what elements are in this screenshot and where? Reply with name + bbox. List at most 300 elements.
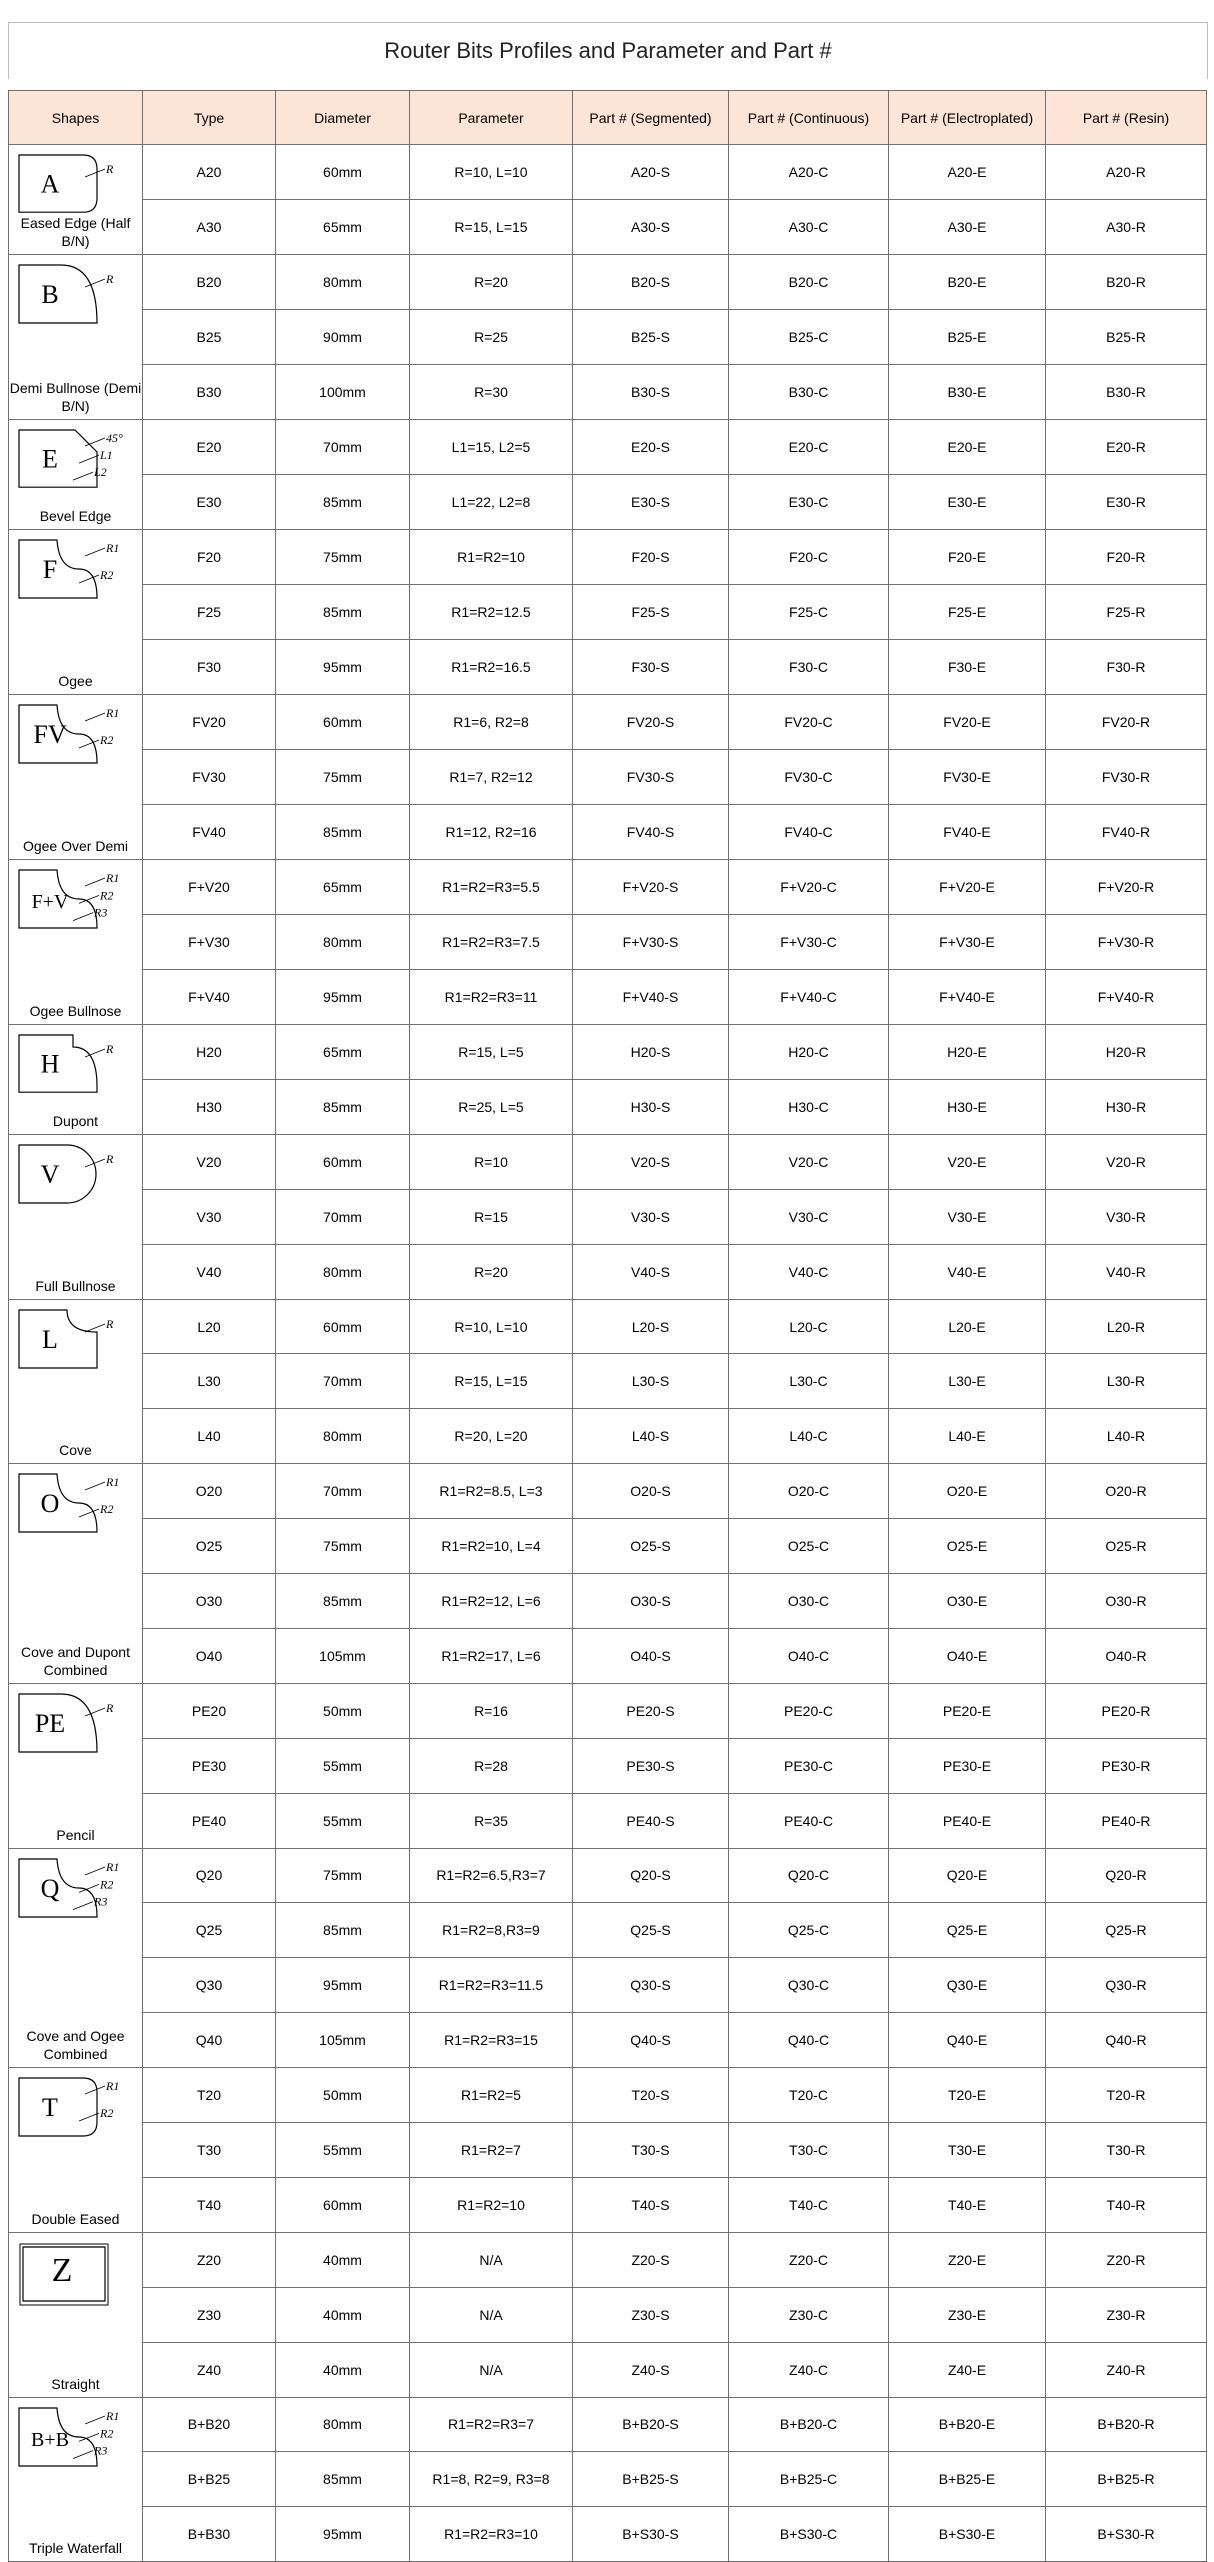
part-electroplated-cell: PE20-E — [889, 1683, 1046, 1738]
parameter-cell: R1=R2=7 — [410, 2122, 573, 2177]
shape-cell — [9, 694, 143, 859]
parameter-cell: R1=R2=R3=11 — [410, 969, 573, 1024]
diameter-cell: 55mm — [276, 1793, 410, 1848]
part-resin-cell: PE40-R — [1046, 1793, 1207, 1848]
diameter-cell: 65mm — [276, 200, 410, 255]
shape-letter: E — [42, 444, 58, 474]
parameter-cell: R1=R2=R3=15 — [410, 2013, 573, 2068]
diameter-cell: 80mm — [276, 1244, 410, 1299]
part-continuous-cell: FV40-C — [729, 804, 889, 859]
part-segmented-cell: B20-S — [573, 255, 729, 310]
table-row — [9, 145, 1207, 200]
part-segmented-cell: T30-S — [573, 2122, 729, 2177]
diameter-cell: 60mm — [276, 1299, 410, 1354]
table-row — [9, 2232, 1207, 2287]
type-cell: O25 — [143, 1519, 276, 1574]
part-segmented-cell: Q40-S — [573, 2013, 729, 2068]
type-cell: PE30 — [143, 1738, 276, 1793]
bevel-edge-profile-icon — [13, 424, 139, 491]
part-electroplated-cell: B+B25-E — [889, 2452, 1046, 2507]
shape-letter: H — [40, 1049, 60, 1079]
shape-name: Straight — [51, 2375, 100, 2392]
part-resin-cell: B20-R — [1046, 255, 1207, 310]
table-row — [9, 1903, 1207, 1958]
part-resin-cell: Z20-R — [1046, 2232, 1207, 2287]
shape-name: Ogee Bullnose — [29, 1002, 122, 1019]
part-electroplated-cell: L20-E — [889, 1299, 1046, 1354]
part-electroplated-cell: A30-E — [889, 200, 1046, 255]
shape-cell — [9, 1134, 143, 1299]
type-cell: V20 — [143, 1134, 276, 1189]
table-row — [9, 1299, 1207, 1354]
part-resin-cell: L20-R — [1046, 1299, 1207, 1354]
diameter-cell: 85mm — [276, 2452, 410, 2507]
part-segmented-cell: PE30-S — [573, 1738, 729, 1793]
column-header: Parameter — [410, 91, 573, 145]
diameter-cell: 55mm — [276, 2122, 410, 2177]
table-row — [9, 1848, 1207, 1903]
shape-letter: L — [42, 1324, 58, 1354]
sheet-title: Router Bits Profiles and Parameter and Part # — [8, 22, 1208, 79]
part-continuous-cell: PE20-C — [729, 1683, 889, 1738]
part-continuous-cell: PE40-C — [729, 1793, 889, 1848]
dimension-label: R1 — [106, 541, 120, 556]
dimension-label: R1 — [106, 705, 120, 720]
diameter-cell: 80mm — [276, 2397, 410, 2452]
dimension-label: R — [106, 272, 114, 287]
part-continuous-cell: V30-C — [729, 1189, 889, 1244]
column-header: Shapes — [9, 91, 143, 145]
cove-dupont-profile-icon — [13, 1468, 139, 1644]
diameter-cell: 95mm — [276, 1958, 410, 2013]
full-bullnose-profile-icon — [13, 1139, 139, 1261]
parameter-cell: R1=R2=R3=7 — [410, 2397, 573, 2452]
table-row — [9, 1354, 1207, 1409]
part-segmented-cell: F+V30-S — [573, 914, 729, 969]
parameter-cell: L1=15, L2=5 — [410, 419, 573, 474]
dimension-label: R2 — [100, 888, 114, 903]
table-row — [9, 475, 1207, 530]
shape-cell — [9, 2232, 143, 2397]
part-continuous-cell: O20-C — [729, 1464, 889, 1519]
part-continuous-cell: A20-C — [729, 145, 889, 200]
part-electroplated-cell: L30-E — [889, 1354, 1046, 1409]
type-cell: F+V40 — [143, 969, 276, 1024]
part-resin-cell: Z30-R — [1046, 2287, 1207, 2342]
part-segmented-cell: B+B20-S — [573, 2397, 729, 2452]
part-electroplated-cell: T30-E — [889, 2122, 1046, 2177]
table-row — [9, 2507, 1207, 2562]
parameter-cell: R=35 — [410, 1793, 573, 1848]
part-continuous-cell: FV20-C — [729, 694, 889, 749]
parameter-cell: R1=R2=10 — [410, 2177, 573, 2232]
part-electroplated-cell: B20-E — [889, 255, 1046, 310]
part-resin-cell: T40-R — [1046, 2177, 1207, 2232]
part-electroplated-cell: B+S30-E — [889, 2507, 1046, 2562]
shape-letter: Q — [40, 1873, 60, 1903]
shape-letter: V — [40, 1159, 60, 1189]
part-electroplated-cell: FV20-E — [889, 694, 1046, 749]
dimension-label: R1 — [106, 1859, 120, 1874]
part-resin-cell: O40-R — [1046, 1628, 1207, 1683]
type-cell: E20 — [143, 419, 276, 474]
double-eased-profile-icon — [13, 2072, 139, 2194]
part-continuous-cell: T30-C — [729, 2122, 889, 2177]
shape-cell — [9, 1683, 143, 1848]
part-electroplated-cell: F+V30-E — [889, 914, 1046, 969]
parameter-cell: N/A — [410, 2342, 573, 2397]
part-resin-cell: V30-R — [1046, 1189, 1207, 1244]
parameter-cell: R=15, L=15 — [410, 1354, 573, 1409]
shape-name: Pencil — [56, 1826, 95, 1843]
part-electroplated-cell: H20-E — [889, 1024, 1046, 1079]
part-segmented-cell: Z30-S — [573, 2287, 729, 2342]
part-segmented-cell: V20-S — [573, 1134, 729, 1189]
part-resin-cell: FV40-R — [1046, 804, 1207, 859]
parameter-cell: R=15 — [410, 1189, 573, 1244]
type-cell: O20 — [143, 1464, 276, 1519]
part-segmented-cell: B+B25-S — [573, 2452, 729, 2507]
shape-cell — [9, 419, 143, 529]
part-segmented-cell: Q20-S — [573, 1848, 729, 1903]
part-continuous-cell: B+B20-C — [729, 2397, 889, 2452]
dimension-label: R1 — [106, 2408, 120, 2423]
diameter-cell: 85mm — [276, 804, 410, 859]
diameter-cell: 70mm — [276, 1354, 410, 1409]
parameter-cell: R=30 — [410, 365, 573, 420]
type-cell: B+B25 — [143, 2452, 276, 2507]
dimension-label: R — [106, 1700, 114, 1715]
part-electroplated-cell: F30-E — [889, 640, 1046, 695]
part-continuous-cell: F+V40-C — [729, 969, 889, 1024]
table-row — [9, 1024, 1207, 1079]
type-cell: F+V30 — [143, 914, 276, 969]
parameter-cell: R1=7, R2=12 — [410, 749, 573, 804]
part-resin-cell: B+B25-R — [1046, 2452, 1207, 2507]
diameter-cell: 60mm — [276, 145, 410, 200]
table-row — [9, 2013, 1207, 2068]
part-segmented-cell: V40-S — [573, 1244, 729, 1299]
parameter-cell: R=10, L=10 — [410, 145, 573, 200]
table-row — [9, 1628, 1207, 1683]
type-cell: B+B20 — [143, 2397, 276, 2452]
shape-letter: B — [41, 280, 59, 310]
table-row — [9, 1079, 1207, 1134]
part-resin-cell: B25-R — [1046, 310, 1207, 365]
part-segmented-cell: FV30-S — [573, 749, 729, 804]
type-cell: B20 — [143, 255, 276, 310]
part-electroplated-cell: Z20-E — [889, 2232, 1046, 2287]
part-segmented-cell: F25-S — [573, 585, 729, 640]
diameter-cell: 95mm — [276, 640, 410, 695]
part-continuous-cell: Z40-C — [729, 2342, 889, 2397]
part-resin-cell: E20-R — [1046, 419, 1207, 474]
part-resin-cell: T30-R — [1046, 2122, 1207, 2177]
diameter-cell: 50mm — [276, 1683, 410, 1738]
part-continuous-cell: O30-C — [729, 1574, 889, 1629]
type-cell: Z20 — [143, 2232, 276, 2287]
parameter-cell: R1=8, R2=9, R3=8 — [410, 2452, 573, 2507]
part-electroplated-cell: O40-E — [889, 1628, 1046, 1683]
table-row — [9, 694, 1207, 749]
shape-letter: Z — [51, 2251, 73, 2289]
part-resin-cell: L30-R — [1046, 1354, 1207, 1409]
dimension-label: R1 — [106, 2078, 120, 2093]
part-resin-cell: F30-R — [1046, 640, 1207, 695]
pencil-profile-icon — [13, 1688, 139, 1810]
parameter-cell: N/A — [410, 2232, 573, 2287]
shape-cell — [9, 2397, 143, 2562]
part-segmented-cell: Q25-S — [573, 1903, 729, 1958]
part-resin-cell: F25-R — [1046, 585, 1207, 640]
dimension-label: R — [106, 162, 114, 176]
part-segmented-cell: H20-S — [573, 1024, 729, 1079]
dimension-label: L1 — [100, 448, 113, 463]
diameter-cell: 50mm — [276, 2067, 410, 2122]
shape-cell — [9, 1299, 143, 1464]
table-row — [9, 2452, 1207, 2507]
parameter-cell: R=16 — [410, 1683, 573, 1738]
parameter-cell: R1=R2=10, L=4 — [410, 1519, 573, 1574]
part-resin-cell: A30-R — [1046, 200, 1207, 255]
shape-letter: F — [42, 555, 58, 585]
diameter-cell: 95mm — [276, 2507, 410, 2562]
table-row — [9, 2397, 1207, 2452]
part-continuous-cell: E20-C — [729, 419, 889, 474]
part-segmented-cell: B+S30-S — [573, 2507, 729, 2562]
ogee-bullnose-profile-icon — [13, 864, 139, 986]
parameter-cell: R1=R2=6.5,R3=7 — [410, 1848, 573, 1903]
part-electroplated-cell: Q25-E — [889, 1903, 1046, 1958]
diameter-cell: 85mm — [276, 1574, 410, 1629]
eased-edge-profile-icon — [13, 149, 139, 216]
diameter-cell: 60mm — [276, 694, 410, 749]
parameter-cell: R1=R2=16.5 — [410, 640, 573, 695]
shape-cell — [9, 530, 143, 695]
cove-ogee-profile-icon — [13, 1853, 139, 2029]
type-cell: FV20 — [143, 694, 276, 749]
column-header: Part # (Resin) — [1046, 91, 1207, 145]
parameter-cell: N/A — [410, 2287, 573, 2342]
part-electroplated-cell: F+V40-E — [889, 969, 1046, 1024]
diameter-cell: 105mm — [276, 1628, 410, 1683]
type-cell: H30 — [143, 1079, 276, 1134]
table-row — [9, 1958, 1207, 2013]
demi-bullnose-profile-icon — [13, 259, 139, 381]
part-electroplated-cell: B+B20-E — [889, 2397, 1046, 2452]
table-row — [9, 365, 1207, 420]
dimension-label: R — [106, 1041, 114, 1056]
shape-letter: FV — [33, 719, 67, 749]
part-continuous-cell: Z30-C — [729, 2287, 889, 2342]
part-continuous-cell: B20-C — [729, 255, 889, 310]
part-resin-cell: H20-R — [1046, 1024, 1207, 1079]
part-continuous-cell: PE30-C — [729, 1738, 889, 1793]
table-row — [9, 1134, 1207, 1189]
shape-letter: B+B — [31, 2428, 69, 2451]
part-segmented-cell: Z20-S — [573, 2232, 729, 2287]
shape-name: Ogee — [58, 672, 93, 689]
type-cell: Q20 — [143, 1848, 276, 1903]
part-resin-cell: FV20-R — [1046, 694, 1207, 749]
part-electroplated-cell: PE30-E — [889, 1738, 1046, 1793]
diameter-cell: 95mm — [276, 969, 410, 1024]
part-continuous-cell: V20-C — [729, 1134, 889, 1189]
type-cell: O40 — [143, 1628, 276, 1683]
part-segmented-cell: T20-S — [573, 2067, 729, 2122]
column-header: Part # (Electroplated) — [889, 91, 1046, 145]
diameter-cell: 85mm — [276, 1079, 410, 1134]
part-continuous-cell: F+V20-C — [729, 859, 889, 914]
diameter-cell: 85mm — [276, 1903, 410, 1958]
dimension-label: L2 — [94, 465, 107, 480]
part-resin-cell: E30-R — [1046, 475, 1207, 530]
part-segmented-cell: F30-S — [573, 640, 729, 695]
part-electroplated-cell: T20-E — [889, 2067, 1046, 2122]
part-electroplated-cell: O20-E — [889, 1464, 1046, 1519]
shape-cell — [9, 859, 143, 1024]
table-row — [9, 2177, 1207, 2232]
type-cell: T30 — [143, 2122, 276, 2177]
type-cell: B25 — [143, 310, 276, 365]
part-continuous-cell: A30-C — [729, 200, 889, 255]
part-resin-cell: T20-R — [1046, 2067, 1207, 2122]
shape-name: Eased Edge (Half B/N) — [20, 215, 131, 250]
parameter-cell: R=28 — [410, 1738, 573, 1793]
shape-name: Triple Waterfall — [28, 2540, 123, 2557]
parameter-cell: R=25, L=5 — [410, 1079, 573, 1134]
shape-name: Ogee Over Demi — [22, 837, 129, 854]
parameter-cell: R1=R2=R3=11.5 — [410, 1958, 573, 2013]
type-cell: A20 — [143, 145, 276, 200]
part-electroplated-cell: Q30-E — [889, 1958, 1046, 2013]
dimension-label: R3 — [94, 2443, 108, 2458]
table-row — [9, 2287, 1207, 2342]
part-electroplated-cell: Z40-E — [889, 2342, 1046, 2397]
part-segmented-cell: F+V20-S — [573, 859, 729, 914]
part-segmented-cell: A30-S — [573, 200, 729, 255]
part-segmented-cell: E30-S — [573, 475, 729, 530]
part-continuous-cell: O25-C — [729, 1519, 889, 1574]
part-electroplated-cell: Z30-E — [889, 2287, 1046, 2342]
table-row — [9, 1519, 1207, 1574]
dimension-label: R2 — [100, 2425, 114, 2440]
part-resin-cell: B+B20-R — [1046, 2397, 1207, 2452]
part-segmented-cell: L30-S — [573, 1354, 729, 1409]
type-cell: T40 — [143, 2177, 276, 2232]
part-segmented-cell: F+V40-S — [573, 969, 729, 1024]
diameter-cell: 55mm — [276, 1738, 410, 1793]
table-row — [9, 914, 1207, 969]
type-cell: B30 — [143, 365, 276, 420]
shape-letter: A — [40, 169, 60, 199]
type-cell: Z30 — [143, 2287, 276, 2342]
diameter-cell: 105mm — [276, 2013, 410, 2068]
type-cell: Z40 — [143, 2342, 276, 2397]
diameter-cell: 70mm — [276, 1189, 410, 1244]
part-segmented-cell: Z40-S — [573, 2342, 729, 2397]
type-cell: PE40 — [143, 1793, 276, 1848]
dimension-label: R — [106, 1316, 114, 1331]
part-resin-cell: F+V20-R — [1046, 859, 1207, 914]
diameter-cell: 90mm — [276, 310, 410, 365]
part-continuous-cell: B+B25-C — [729, 2452, 889, 2507]
part-resin-cell: O20-R — [1046, 1464, 1207, 1519]
shape-name: Cove — [59, 1442, 92, 1459]
diameter-cell: 60mm — [276, 1134, 410, 1189]
part-continuous-cell: Z20-C — [729, 2232, 889, 2287]
diameter-cell: 65mm — [276, 1024, 410, 1079]
parameter-cell: R=20 — [410, 1244, 573, 1299]
parameter-cell: L1=22, L2=8 — [410, 475, 573, 530]
shape-letter: F+V — [31, 890, 69, 913]
shape-cell — [9, 145, 143, 255]
part-electroplated-cell: B30-E — [889, 365, 1046, 420]
shape-name: Bevel Edge — [39, 508, 112, 525]
part-segmented-cell: L20-S — [573, 1299, 729, 1354]
dimension-label: R2 — [100, 1502, 114, 1517]
table-row — [9, 2067, 1207, 2122]
parameter-cell: R1=R2=R3=5.5 — [410, 859, 573, 914]
table-row — [9, 1793, 1207, 1848]
parameter-cell: R=10, L=10 — [410, 1299, 573, 1354]
part-resin-cell: Q30-R — [1046, 1958, 1207, 2013]
type-cell: FV40 — [143, 804, 276, 859]
diameter-cell: 75mm — [276, 530, 410, 585]
type-cell: FV30 — [143, 749, 276, 804]
table-row — [9, 255, 1207, 310]
diameter-cell: 70mm — [276, 1464, 410, 1519]
type-cell: T20 — [143, 2067, 276, 2122]
dimension-label: R2 — [100, 568, 114, 583]
sheet-top-gridlines — [8, 8, 1206, 23]
router-bits-table — [8, 90, 1207, 2562]
shape-name: Cove and Ogee Combined — [26, 2027, 125, 2062]
parameter-cell: R1=6, R2=8 — [410, 694, 573, 749]
part-resin-cell: Q20-R — [1046, 1848, 1207, 1903]
part-electroplated-cell: FV40-E — [889, 804, 1046, 859]
part-electroplated-cell: V30-E — [889, 1189, 1046, 1244]
diameter-cell: 65mm — [276, 859, 410, 914]
table-row — [9, 1738, 1207, 1793]
part-electroplated-cell: B25-E — [889, 310, 1046, 365]
part-electroplated-cell: L40-E — [889, 1409, 1046, 1464]
part-segmented-cell: O20-S — [573, 1464, 729, 1519]
type-cell: L40 — [143, 1409, 276, 1464]
diameter-cell: 80mm — [276, 1409, 410, 1464]
part-resin-cell: F+V40-R — [1046, 969, 1207, 1024]
part-resin-cell: PE20-R — [1046, 1683, 1207, 1738]
table-row — [9, 2342, 1207, 2397]
part-segmented-cell: T40-S — [573, 2177, 729, 2232]
type-cell: A30 — [143, 200, 276, 255]
dupont-profile-icon — [13, 1029, 139, 1096]
header-row — [9, 91, 1207, 145]
type-cell: PE20 — [143, 1683, 276, 1738]
part-segmented-cell: FV20-S — [573, 694, 729, 749]
part-continuous-cell: B30-C — [729, 365, 889, 420]
part-segmented-cell: PE20-S — [573, 1683, 729, 1738]
shape-cell — [9, 1024, 143, 1134]
table-body — [9, 145, 1207, 2562]
part-segmented-cell: V30-S — [573, 1189, 729, 1244]
table-row — [9, 1683, 1207, 1738]
diameter-cell: 75mm — [276, 1848, 410, 1903]
part-segmented-cell: O25-S — [573, 1519, 729, 1574]
diameter-cell: 80mm — [276, 914, 410, 969]
part-segmented-cell: E20-S — [573, 419, 729, 474]
part-continuous-cell: B+S30-C — [729, 2507, 889, 2562]
